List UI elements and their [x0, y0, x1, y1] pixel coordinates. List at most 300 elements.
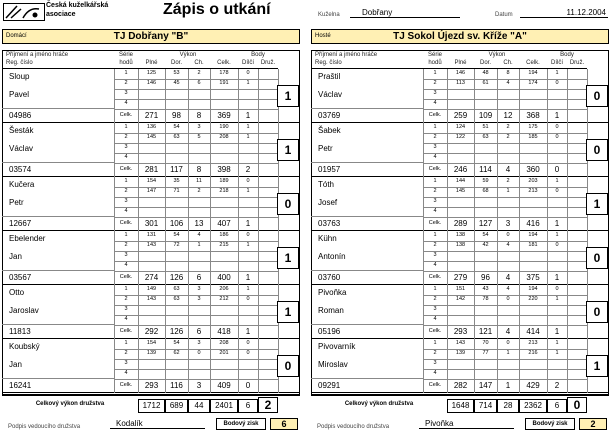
guest-serie-number: 2 [433, 188, 437, 194]
home-serie-cell: 145 [146, 134, 157, 140]
guest-serie-number: 3 [433, 306, 437, 312]
home-player-reg: 03567 [9, 273, 32, 282]
home-serie-cell: 63 [173, 134, 180, 140]
guest-serie-number: 2 [433, 80, 437, 86]
home-serie-line [114, 271, 278, 272]
guest-serie-number: 3 [433, 144, 437, 150]
home-serie-number: 2 [124, 188, 128, 194]
home-serie-cell: 72 [173, 242, 180, 248]
guest-total-cell: 279 [453, 273, 468, 282]
guest-serie-line [423, 369, 587, 370]
guest-total-cell: 2 [554, 381, 560, 390]
home-serie-cell: 0 [246, 296, 250, 302]
home-serie-cell: 191 [219, 80, 229, 86]
guest-serie-line [423, 359, 587, 360]
guest-serie-line [423, 305, 587, 306]
guest-team-header [311, 29, 609, 44]
home-serie-number: 3 [124, 90, 128, 96]
home-serie-cell: 6 [197, 80, 201, 86]
home-col-divider [258, 177, 259, 231]
home-total-cell: 274 [144, 273, 159, 282]
home-total-cell: 117 [170, 165, 183, 174]
home-player-block [2, 339, 300, 393]
home-serie-line [114, 369, 278, 370]
home-serie-line [114, 359, 278, 360]
home-player-block [2, 285, 300, 339]
guest-serie-cell: 0 [555, 124, 559, 130]
guest-serie-cell: 144 [455, 178, 466, 184]
guest-serie-number: 2 [433, 242, 437, 248]
guest-serie-cell: 1 [555, 232, 559, 238]
guest-serie-cell: 2 [506, 124, 510, 130]
home-serie-line [114, 99, 278, 100]
guest-serie-number: 4 [433, 370, 437, 376]
guest-serie-number: 4 [433, 154, 437, 160]
guest-total-cell: 259 [453, 111, 468, 120]
home-serie-cell: 178 [219, 70, 229, 76]
guest-player-surname: Kühn [318, 234, 337, 243]
guest-serie-line [423, 197, 587, 198]
guest-total-cell: 1 [554, 327, 560, 336]
home-serie-cell: 131 [146, 232, 157, 238]
home-player-reg: 03574 [9, 165, 32, 174]
guest-col-dilci: Dílčí [551, 60, 563, 66]
home-player-reg: 16241 [9, 381, 32, 390]
home-reg-divider [2, 216, 114, 217]
guest-reg-divider [311, 162, 423, 163]
home-serie-line [114, 305, 278, 306]
home-total-cell: 292 [144, 327, 159, 336]
home-serie-number: 4 [124, 316, 128, 322]
home-serie-cell: 71 [173, 188, 180, 194]
guest-serie-cell: 8 [506, 70, 510, 76]
home-player-reg: 12667 [9, 219, 32, 228]
guest-player-firstname: Miroslav [318, 360, 348, 369]
home-serie-cell: 149 [146, 286, 157, 292]
home-serie-number: 1 [124, 70, 128, 76]
guest-serie-cell: 113 [456, 80, 465, 86]
home-team-total-cell: 689 [165, 399, 188, 413]
home-serie-cell: 154 [146, 340, 157, 346]
home-serie-cell: 3 [197, 296, 201, 302]
guest-player-firstname: Václav [318, 90, 343, 99]
home-serie-cell: 154 [146, 178, 157, 184]
guest-serie-cell: 4 [506, 80, 510, 86]
home-total-cell: 106 [169, 219, 184, 228]
home-serie-cell: 2 [197, 70, 201, 76]
guest-serie-cell: 213 [528, 188, 538, 194]
guest-serie-cell: 0 [506, 296, 510, 302]
guest-serie-cell: 70 [482, 340, 489, 346]
guest-col-divider [567, 285, 568, 339]
home-col-druz: Druž. [260, 60, 276, 66]
home-serie-cell: 125 [146, 70, 157, 76]
home-total-cell: 1 [245, 327, 251, 336]
guest-player-block [311, 123, 609, 177]
guest-side-label: Hosté [315, 33, 331, 39]
guest-player-block [311, 177, 609, 231]
home-player-firstname: Václav [9, 144, 34, 153]
guest-reg-divider [311, 270, 423, 271]
guest-serie-cell: 0 [506, 340, 510, 346]
home-serie-cell: 147 [146, 188, 157, 194]
home-player-block [2, 231, 300, 285]
date-label: Datum [495, 12, 513, 18]
guest-player-reg: 09291 [318, 381, 341, 390]
home-score-table [2, 50, 300, 412]
home-serie-line [114, 217, 278, 218]
guest-col-divider [567, 123, 568, 177]
guest-player-reg: 03769 [318, 111, 341, 120]
guest-total-label: Celk. [428, 220, 442, 226]
home-total-cell: 301 [144, 219, 159, 228]
home-reg-divider [2, 378, 114, 379]
home-team-total-row [2, 394, 300, 412]
home-player-firstname: Pavel [9, 90, 30, 99]
venue-value: Dobřany [350, 8, 460, 18]
guest-col-druz: Druž. [569, 60, 585, 66]
home-player-reg: 04986 [9, 111, 32, 120]
guest-serie-cell: 0 [555, 286, 559, 292]
guest-serie-line [423, 261, 587, 262]
guest-serie-line [423, 99, 587, 100]
home-serie-line [114, 207, 278, 208]
home-serie-cell: 63 [173, 296, 180, 302]
home-serie-cell: 1 [246, 124, 250, 130]
home-serie-cell: 0 [246, 340, 250, 346]
guest-serie-number: 1 [433, 340, 437, 346]
home-reg-header: Reg. číslo [6, 60, 33, 66]
home-total-label: Celk. [119, 220, 133, 226]
guest-player-surname: Tóth [318, 180, 335, 189]
home-serie-number: 3 [124, 144, 128, 150]
guest-total-cell: 127 [478, 219, 493, 228]
guest-serie-cell: 213 [528, 340, 538, 346]
guest-total-cell: 360 [526, 165, 540, 174]
guest-reg-divider [311, 108, 423, 109]
home-player-surname: Sloup [9, 72, 30, 81]
home-serie-number: 3 [124, 198, 128, 204]
home-total-cell: 369 [217, 111, 231, 120]
guest-serie-cell: 194 [528, 286, 538, 292]
home-serie-cell: 62 [173, 350, 180, 356]
guest-col-dor: Dor. [479, 60, 491, 66]
home-total-cell: 1 [245, 111, 251, 120]
guest-player-points: 0 [586, 85, 608, 107]
home-serie-cell: 201 [219, 350, 229, 356]
home-player-block [2, 123, 300, 177]
home-serie-number: 1 [124, 286, 128, 292]
home-serie-number: 4 [124, 370, 128, 376]
guest-serie-number: 4 [433, 208, 437, 214]
home-serie-cell: 1 [246, 188, 250, 194]
home-player-block [2, 177, 300, 231]
home-player-firstname: Jaroslav [9, 306, 39, 315]
guest-serie-cell: 0 [555, 242, 559, 248]
guest-serie-line [423, 109, 587, 110]
guest-serie-cell: 124 [455, 124, 466, 130]
guest-player-surname: Šabek [318, 126, 341, 135]
home-team-total-cell: 44 [188, 399, 210, 413]
guest-serie-number: 3 [433, 198, 437, 204]
guest-serie-line [423, 325, 587, 326]
home-total-cell: 6 [196, 327, 202, 336]
guest-col-divider [567, 339, 568, 393]
association-name: Česká kuželkářská asociace [46, 2, 109, 18]
home-serie-cell: 3 [197, 286, 201, 292]
home-total-cell: 400 [217, 273, 231, 282]
guest-serie-line [423, 271, 587, 272]
guest-vykon-header: Výkon [488, 52, 506, 58]
home-serie-cell: 218 [219, 188, 229, 194]
home-col-divider [258, 339, 259, 393]
guest-total-cell: 4 [505, 165, 511, 174]
home-serie-line [114, 153, 278, 154]
home-serie-cell: 0 [246, 178, 250, 184]
home-serie-cell: 54 [173, 124, 180, 130]
home-serie-cell: 143 [146, 242, 157, 248]
guest-serie-cell: 42 [482, 242, 489, 248]
guest-reg-divider [311, 324, 423, 325]
home-serie-cell: 146 [146, 80, 157, 86]
guest-serie-cell: 142 [455, 296, 466, 302]
home-serie-number: 2 [124, 242, 128, 248]
home-player-firstname: Jan [9, 252, 22, 261]
guest-col-divider [567, 231, 568, 285]
guest-player-block [311, 285, 609, 339]
home-serie-number: 3 [124, 252, 128, 258]
guest-serie-number: 4 [433, 100, 437, 106]
guest-serie-cell: 138 [455, 242, 466, 248]
home-serie-header: Série [118, 52, 133, 58]
home-total-label: Celk. [119, 328, 133, 334]
guest-serie-cell: 145 [455, 188, 466, 194]
guest-serie-cell: 220 [528, 296, 538, 302]
guest-serie-number: 1 [433, 286, 437, 292]
home-serie-line [114, 251, 278, 252]
home-serie-header2: hodů [119, 60, 133, 66]
home-serie-line [114, 143, 278, 144]
home-total-cell: 126 [169, 327, 184, 336]
guest-player-reg: 05196 [318, 327, 341, 336]
page-title: Zápis o utkání [163, 1, 271, 18]
guest-serie-number: 1 [433, 178, 437, 184]
home-serie-number: 3 [124, 360, 128, 366]
guest-serie-cell: 78 [482, 296, 489, 302]
home-serie-cell: 139 [146, 350, 157, 356]
guest-player-reg: 03760 [318, 273, 341, 282]
guest-total-label: Celk. [428, 382, 442, 388]
guest-serie-cell: 185 [528, 134, 538, 140]
guest-col-divider [567, 69, 568, 123]
home-serie-cell: 208 [219, 134, 229, 140]
guest-total-cell: 114 [479, 165, 492, 174]
guest-serie-cell: 0 [555, 80, 559, 86]
guest-serie-cell: 1 [555, 340, 559, 346]
home-serie-cell: 0 [246, 350, 250, 356]
home-total-cell: 6 [196, 273, 202, 282]
guest-serie-line [423, 163, 587, 164]
home-player-surname: Šesták [9, 126, 34, 135]
home-team-header [2, 29, 300, 44]
home-serie-cell: 54 [173, 340, 180, 346]
home-total-cell: 418 [217, 327, 231, 336]
guest-team-total-cell: 2362 [519, 399, 547, 413]
guest-serie-cell: 4 [506, 242, 510, 248]
guest-team-total-cell: 1648 [447, 399, 474, 413]
guest-serie-cell: 43 [482, 286, 489, 292]
guest-total-cell: 121 [478, 327, 493, 336]
guest-reg-divider [311, 378, 423, 379]
guest-total-cell: 416 [526, 219, 540, 228]
guest-score-table [311, 50, 609, 412]
guest-serie-number: 4 [433, 262, 437, 268]
home-col-plne: Plné [145, 60, 158, 66]
home-total-label: Celk. [119, 274, 133, 280]
home-player-points: 0 [277, 193, 299, 215]
home-serie-number: 1 [124, 340, 128, 346]
guest-player-block [311, 339, 609, 393]
home-serie-cell: 186 [219, 232, 229, 238]
guest-player-firstname: Roman [318, 306, 344, 315]
guest-serie-line [423, 315, 587, 316]
home-serie-line [114, 109, 278, 110]
home-total-cell: 281 [144, 165, 159, 174]
guest-total-cell: 4 [505, 273, 511, 282]
home-serie-cell: 63 [173, 286, 180, 292]
guest-serie-cell: 1 [555, 296, 559, 302]
home-serie-cell: 54 [173, 232, 180, 238]
home-col-divider [258, 69, 259, 123]
guest-reg-header: Reg. číslo [315, 60, 342, 66]
home-serie-line [114, 163, 278, 164]
guest-total-cell: 147 [478, 381, 493, 390]
guest-player-reg: 03763 [318, 219, 341, 228]
home-total-cell: 98 [172, 111, 181, 120]
home-serie-cell: 189 [219, 178, 229, 184]
guest-player-firstname: Antonín [318, 252, 346, 261]
guest-total-label: Celk. [428, 112, 442, 118]
guest-zisk-label: Bodový zisk [525, 418, 575, 430]
home-serie-line [114, 325, 278, 326]
home-serie-cell: 208 [219, 340, 229, 346]
home-total-cell: 3 [196, 381, 202, 390]
home-total-cell: 8 [196, 111, 202, 120]
guest-total-cell: 3 [505, 219, 511, 228]
guest-serie-number: 3 [433, 90, 437, 96]
guest-serie-number: 1 [433, 232, 437, 238]
guest-serie-cell: 0 [506, 232, 510, 238]
guest-reg-divider [311, 216, 423, 217]
home-total-cell: 0 [245, 381, 251, 390]
guest-body-header: Body [560, 52, 574, 58]
home-name-header: Příjmení a jméno hráče [6, 52, 69, 58]
guest-serie-cell: 77 [482, 350, 489, 356]
home-zisk-value: 6 [270, 418, 298, 430]
home-player-points: 1 [277, 85, 299, 107]
guest-serie-cell: 174 [528, 80, 538, 86]
guest-serie-cell: 139 [455, 350, 466, 356]
guest-team-total-cell: 28 [497, 399, 519, 413]
guest-player-firstname: Josef [318, 198, 338, 207]
guest-serie-cell: 63 [482, 134, 489, 140]
home-serie-cell: 212 [219, 296, 229, 302]
home-serie-number: 1 [124, 232, 128, 238]
home-leader-label: Podpis vedoucího družstva [8, 424, 81, 430]
home-serie-cell: 11 [196, 178, 202, 184]
guest-total-cell: 375 [526, 273, 540, 282]
home-player-firstname: Petr [9, 198, 24, 207]
guest-player-points: 1 [586, 355, 608, 377]
home-player-surname: Kučera [9, 180, 35, 189]
home-team-points: 2 [258, 397, 278, 413]
date-value: 11.12.2004 [520, 8, 608, 18]
guest-serie-cell: 146 [455, 70, 466, 76]
home-serie-cell: 2 [197, 188, 201, 194]
home-leader-signature: Kodalík [110, 419, 205, 429]
guest-col-divider [567, 177, 568, 231]
guest-team-total-cell: 6 [547, 399, 567, 413]
home-team-total-label: Celkový výkon družstva [35, 401, 105, 407]
home-serie-cell: 0 [197, 350, 201, 356]
guest-total-cell: 4 [505, 327, 511, 336]
home-serie-number: 3 [124, 306, 128, 312]
guest-serie-line [423, 251, 587, 252]
home-total-cell: 2 [245, 165, 251, 174]
guest-player-points: 1 [586, 193, 608, 215]
guest-serie-cell: 203 [528, 178, 538, 184]
guest-player-block [311, 231, 609, 285]
home-serie-cell: 0 [246, 232, 250, 238]
home-total-cell: 13 [194, 219, 204, 228]
guest-serie-cell: 0 [555, 188, 559, 194]
guest-total-label: Celk. [428, 274, 442, 280]
guest-team-points: 0 [567, 397, 587, 413]
home-serie-cell: 5 [197, 134, 201, 140]
guest-serie-cell: 194 [528, 70, 538, 76]
home-total-cell: 1 [245, 219, 251, 228]
home-serie-number: 2 [124, 350, 128, 356]
home-team-total-cell: 6 [238, 399, 258, 413]
guest-name-header: Příjmení a jméno hráče [315, 52, 378, 58]
home-serie-number: 1 [124, 178, 128, 184]
home-total-cell: 398 [217, 165, 231, 174]
home-total-cell: 271 [144, 111, 159, 120]
home-total-cell: 409 [217, 381, 231, 390]
home-total-cell: 126 [169, 273, 184, 282]
home-player-points: 0 [277, 355, 299, 377]
venue-label: Kuželna [318, 12, 340, 18]
home-col-divider [258, 285, 259, 339]
home-col-divider [258, 123, 259, 177]
home-player-surname: Otto [9, 288, 25, 297]
guest-serie-cell: 48 [482, 70, 489, 76]
guest-player-points: 0 [586, 301, 608, 323]
guest-total-cell: 429 [526, 381, 540, 390]
guest-player-block [311, 69, 609, 123]
home-body-header: Body [251, 52, 265, 58]
guest-serie-line [423, 207, 587, 208]
home-serie-cell: 1 [246, 242, 250, 248]
home-total-label: Celk. [119, 112, 133, 118]
home-reg-divider [2, 270, 114, 271]
home-col-ch: Ch. [194, 60, 204, 66]
guest-total-cell: 1 [505, 381, 511, 390]
home-team-total-cell: 1712 [138, 399, 165, 413]
guest-serie-cell: 68 [482, 188, 489, 194]
guest-serie-line [423, 143, 587, 144]
guest-serie-header: Série [427, 52, 442, 58]
